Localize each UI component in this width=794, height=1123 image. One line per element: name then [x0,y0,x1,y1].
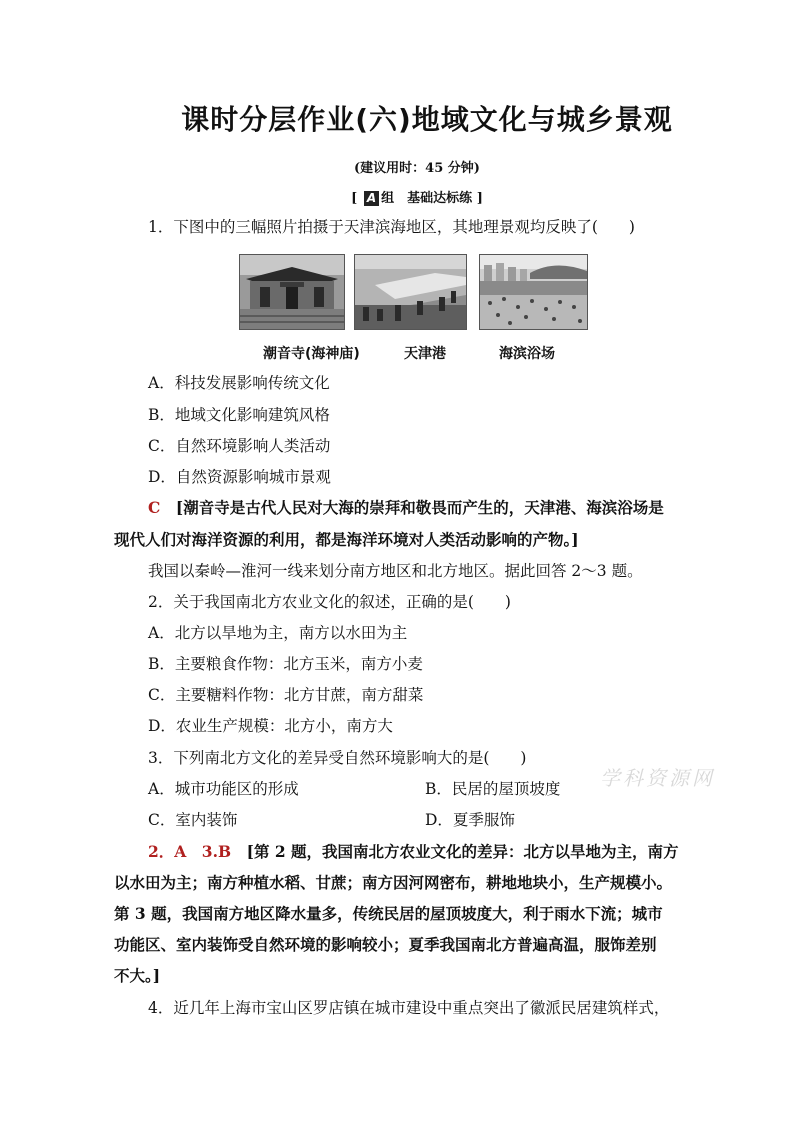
ans23-line5: 不大。] [114,966,161,985]
ans23-text1: [第 2 题，我国南北方农业文化的差异：北方以旱地为主，南方 [246,842,679,861]
q1-explanation [148,497,664,519]
q1-option-d: D．自然资源影响城市景观 [148,468,331,486]
bracket-close: ] [476,191,483,206]
bracket-open: [ [351,191,358,206]
q1-option-c: C．自然环境影响人类活动 [148,437,331,455]
q3-option-b: B．民居的屋顶坡度 [425,780,561,798]
ans23-line1 [148,841,679,863]
q2-stem: 2．关于我国南北方农业文化的叙述，正确的是( ) [148,593,511,611]
q3-option-c: C．室内装饰 [148,811,238,829]
group-label: 组 基础达标练 [381,191,473,206]
intro-2-3: 我国以秦岭—淮河一线来划分南方地区和北方地区。据此回答 2～3 题。 [148,562,643,580]
temple-photo [239,254,345,330]
q1-answer: C [148,498,161,517]
q4-stem: 4．近几年上海市宝山区罗店镇在城市建设中重点突出了徽派民居建筑样式， [148,999,670,1017]
beach-photo [479,254,588,330]
q3-stem: 3．下列南北方文化的差异受自然环境影响大的是( ) [148,749,527,767]
q2-option-c: C．主要糖料作物：北方甘蔗，南方甜菜 [148,686,424,704]
q1-option-b: B．地域文化影响建筑风格 [148,406,330,424]
suggested-time: (建议用时：45 分钟) [354,161,480,176]
q3-option-d: D．夏季服饰 [425,811,515,829]
ans23-line2: 以水田为主；南方种植水稻、甘蔗；南方因河网密布，耕地地块小，生产规模小。 [114,873,673,892]
ans23-line3: 第 3 题，我国南方地区降水量多，传统民居的屋顶坡度大，利于雨水下流；城市 [114,904,663,923]
caption-port: 天津港 [404,346,446,362]
page-title: 课时分层作业(六)地域文化与城乡景观 [181,103,673,136]
q1-option-a: A．科技发展影响传统文化 [148,374,330,392]
group-a-icon: A [364,191,379,206]
q3-option-a: A．城市功能区的形成 [148,780,299,798]
q1-explain-line2: 现代人们对海洋资源的利用，都是海洋环境对人类活动影响的产物。] [114,530,579,549]
watermark: 学科资源网 [600,766,715,790]
port-photo [354,254,467,330]
q1-explain-line1: [潮音寺是古代人民对大海的崇拜和敬畏而产生的，天津港、海滨浴场是 [175,498,664,517]
caption-beach: 海滨浴场 [499,346,555,362]
q1-stem: 1．下图中的三幅照片拍摄于天津滨海地区，其地理景观均反映了( ) [148,218,635,236]
ans23-line4: 功能区、室内装饰受自然环境的影响较小；夏季我国南北方普遍高温，服饰差别 [114,935,657,954]
section-header [0,187,794,206]
q2-option-d: D．农业生产规模：北方小，南方大 [148,717,393,735]
ans23-answer: 2．A 3.B [148,842,232,861]
q2-option-b: B．主要粮食作物：北方玉米，南方小麦 [148,655,423,673]
caption-temple: 潮音寺(海神庙) [263,346,360,362]
q2-option-a: A．北方以旱地为主，南方以水田为主 [148,624,408,642]
